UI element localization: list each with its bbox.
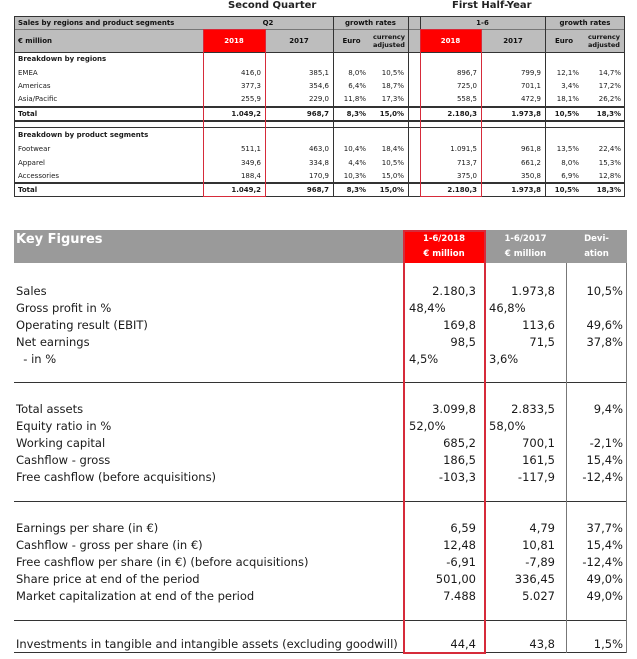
row-label: Operating result (EBIT) (16, 318, 148, 332)
key-figures-table (14, 230, 627, 655)
value-deviation: 15,4% (586, 453, 623, 467)
value-2018: 12,48 (443, 538, 476, 552)
cell-h1-euro: 8,0% (561, 158, 579, 167)
row-label: EMEA (18, 68, 38, 77)
table-border (14, 196, 625, 197)
section-divider (14, 501, 627, 502)
section-label: Breakdown by product segments (18, 131, 149, 139)
key-figure-row (14, 335, 627, 351)
cell-q2-euro: 8,3% (346, 109, 366, 118)
key-figure-row (14, 453, 627, 469)
row-label: Net earnings (16, 335, 90, 349)
cell-q2-2017: 354,6 (308, 81, 329, 90)
header-spacer (408, 16, 420, 29)
value-2017: 5.027 (522, 589, 555, 603)
cell-q2-euro: 8,3% (346, 185, 366, 194)
row-label: Sales (16, 284, 47, 298)
cell-q2-euro: 10,4% (343, 145, 366, 153)
value-2018: 44,4 (450, 637, 476, 651)
section-header-segments (14, 128, 625, 142)
value-2018: 3.099,8 (432, 402, 476, 416)
cell-q2-euro: 11,8% (343, 95, 366, 103)
cell-h1-2018: 2.180,3 (447, 185, 477, 194)
table-border (14, 106, 625, 108)
value-2018: 2.180,3 (432, 284, 476, 298)
table-bottom-border (14, 652, 627, 653)
value-2018: -103,3 (438, 470, 476, 484)
cell-q2-curr: 17,3% (381, 95, 404, 103)
header-q2-euro: Euro (333, 29, 370, 52)
value-2018: -6,91 (446, 555, 476, 569)
column-header-period: 1-6/2017 (504, 234, 547, 245)
value-2017: 58,0% (489, 419, 526, 433)
cell-q2-euro: 6,4% (348, 81, 366, 90)
key-figure-row (14, 436, 627, 452)
cell-h1-2018: 725,0 (456, 81, 477, 90)
value-deviation: 15,4% (586, 538, 623, 552)
cell-q2-euro: 8,0% (348, 68, 366, 77)
value-deviation: 49,0% (586, 589, 623, 603)
table-border (14, 16, 625, 17)
header-h1-growth: growth rates (545, 16, 625, 29)
key-figure-row (14, 352, 627, 368)
row-label: Cashflow - gross (16, 453, 111, 467)
row-label: Working capital (16, 436, 106, 450)
value-2017: 336,45 (514, 572, 555, 586)
cell-q2-2017: 229,0 (308, 95, 329, 103)
row-label: Gross profit in % (16, 301, 112, 315)
cell-h1-2017: 701,1 (520, 81, 541, 90)
column-divider (566, 263, 567, 653)
cell-h1-2017: 799,9 (520, 68, 541, 77)
row-label: Footwear (18, 145, 51, 153)
row-label: Americas (18, 81, 51, 90)
value-deviation: 49,0% (586, 572, 623, 586)
table-total-row (14, 107, 625, 120)
cell-h1-euro: 13,5% (556, 145, 579, 153)
cell-h1-curr: 18,3% (596, 185, 621, 194)
value-2017: 71,5 (529, 335, 555, 349)
cell-h1-2017: 961,8 (520, 145, 541, 153)
cell-q2-2018: 349,6 (240, 158, 261, 167)
value-2017: 4,79 (529, 521, 555, 535)
key-figure-row (14, 470, 627, 486)
cell-h1-curr: 17,2% (598, 81, 621, 90)
value-2017: 161,5 (522, 453, 555, 467)
cell-h1-curr: 15,3% (598, 158, 621, 167)
cell-h1-2017: 1.973,8 (511, 185, 541, 194)
header-h1-2018: 2018 (420, 29, 481, 52)
column-header-deviation (566, 230, 627, 263)
table-row (14, 156, 625, 169)
table-border (14, 52, 625, 53)
cell-h1-2017: 661,2 (520, 158, 541, 167)
cell-q2-curr: 18,4% (381, 145, 404, 153)
row-label: Total (18, 109, 38, 118)
section-header-regions (14, 52, 625, 66)
cell-q2-2018: 255,9 (240, 95, 261, 103)
value-2018: 186,5 (443, 453, 476, 467)
cell-q2-curr: 15,0% (379, 185, 404, 194)
column-divider (420, 16, 421, 197)
table-row (14, 79, 625, 92)
cell-q2-2018: 1.049,2 (231, 109, 261, 118)
value-2018: 501,00 (435, 572, 476, 586)
row-label: Cashflow - gross per share (in €) (16, 538, 203, 552)
cell-q2-2017: 463,0 (308, 145, 329, 153)
key-figure-row (14, 301, 627, 317)
value-2017: 10,81 (522, 538, 555, 552)
column-header-deviation-line2: ation (584, 248, 609, 259)
column-header-period: 1-6/2018 (422, 234, 466, 245)
value-2018: 98,5 (450, 335, 476, 349)
row-label: - in % (16, 352, 57, 366)
value-deviation: -2,1% (589, 436, 623, 450)
column-divider (481, 29, 482, 197)
cell-q2-2017: 385,1 (308, 68, 329, 77)
cell-h1-2018: 1.091,5 (450, 145, 477, 153)
header-q2-growth: growth rates (333, 16, 408, 29)
cell-h1-2018: 375,0 (456, 171, 477, 180)
header-h1-euro: Euro (545, 29, 583, 52)
value-deviation: 9,4% (593, 402, 623, 416)
key-figure-row (14, 572, 627, 588)
cell-h1-euro: 12,1% (556, 68, 579, 77)
column-header-2017 (485, 230, 566, 263)
value-2018: 48,4% (409, 301, 446, 315)
table-border (14, 182, 625, 184)
value-2017: 46,8% (489, 301, 526, 315)
key-figures-header (14, 230, 627, 263)
cell-q2-2017: 968,7 (306, 185, 329, 194)
cell-h1-euro: 10,5% (554, 109, 579, 118)
table-row (14, 142, 625, 156)
key-figure-row (14, 521, 627, 537)
value-2018: 7.488 (443, 589, 476, 603)
table-total-row (14, 183, 625, 196)
cell-q2-2018: 188,4 (240, 171, 261, 180)
table-row (14, 169, 625, 182)
cell-h1-curr: 14,7% (598, 68, 621, 77)
value-deviation: 37,8% (586, 335, 623, 349)
cell-q2-curr: 18,7% (381, 81, 404, 90)
row-label: Share price at end of the period (16, 572, 200, 586)
value-2018: 685,2 (443, 436, 476, 450)
header-q2: Q2 (203, 16, 333, 29)
value-2018: 4,5% (409, 352, 439, 366)
header-q2-2018: 2018 (203, 29, 265, 52)
cell-q2-2017: 968,7 (306, 109, 329, 118)
value-2018: 169,8 (443, 318, 476, 332)
table-row (14, 66, 625, 79)
cell-q2-curr: 15,0% (379, 109, 404, 118)
cell-h1-euro: 3,4% (561, 81, 579, 90)
value-2017: 113,6 (522, 318, 555, 332)
key-figure-row (14, 318, 627, 334)
sales-by-region-table (14, 16, 625, 196)
cell-h1-2018: 896,7 (456, 68, 477, 77)
cell-h1-curr: 22,4% (598, 145, 621, 153)
table-border (624, 16, 625, 197)
value-2017: -7,89 (525, 555, 555, 569)
column-header-deviation-line1: Devi- (584, 234, 609, 245)
cell-h1-2017: 1.973,8 (511, 109, 541, 118)
cell-h1-2017: 350,8 (520, 171, 541, 180)
key-figure-row (14, 589, 627, 605)
header-h1-currency-adjusted: currency adjusted (583, 29, 625, 52)
row-label: Free cashflow (before acquisitions) (16, 470, 217, 484)
row-label: Free cashflow per share (in €) (before acquisitions) (16, 555, 309, 569)
cell-q2-2018: 377,3 (240, 81, 261, 90)
row-label: Investments in tangible and intangible assets (excluding goodwill) (16, 637, 398, 651)
row-label: Total assets (16, 402, 84, 416)
cell-q2-2017: 170,9 (308, 171, 329, 180)
cell-h1-curr: 12,8% (598, 171, 621, 180)
header-h1-2017: 2017 (481, 29, 545, 52)
row-label: Earnings per share (in €) (16, 521, 159, 535)
section-label: Breakdown by regions (18, 55, 107, 63)
column-header-2018 (403, 230, 485, 263)
section-divider (14, 620, 627, 621)
value-deviation: 49,6% (586, 318, 623, 332)
key-figure-row (14, 284, 627, 300)
cell-h1-2017: 472,9 (520, 95, 541, 103)
key-figure-row (14, 555, 627, 571)
column-header-unit: € million (423, 248, 465, 259)
table-row (14, 92, 625, 106)
cell-q2-curr: 10,5% (381, 68, 404, 77)
value-deviation: 1,5% (593, 637, 623, 651)
header-spacer (408, 29, 420, 52)
key-figure-row (14, 419, 627, 435)
value-2017: 1.973,8 (511, 284, 555, 298)
value-deviation: 37,7% (586, 521, 623, 535)
header-label: Sales by regions and product segments (14, 16, 203, 29)
cell-q2-euro: 10,3% (343, 171, 366, 180)
table-border (14, 29, 625, 30)
cell-q2-2018: 1.049,2 (231, 185, 261, 194)
cell-q2-curr: 15,0% (381, 171, 404, 180)
row-label: Asia/Pacific (18, 95, 58, 103)
section-title-first-half-year: First Half-Year (452, 0, 532, 11)
value-2018: 52,0% (409, 419, 446, 433)
cell-q2-2018: 511,1 (240, 145, 261, 153)
cell-h1-euro: 18,1% (556, 95, 579, 103)
cell-q2-2017: 334,8 (308, 158, 329, 167)
cell-h1-2018: 713,7 (456, 158, 477, 167)
header-h1: 1-6 (420, 16, 545, 29)
cell-h1-euro: 10,5% (554, 185, 579, 194)
column-divider (333, 16, 334, 197)
header-q2-2017: 2017 (265, 29, 333, 52)
value-2017: -117,9 (517, 470, 555, 484)
table-border (14, 120, 625, 122)
cell-q2-curr: 10,5% (381, 158, 404, 167)
value-2018: 6,59 (450, 521, 476, 535)
column-divider (545, 16, 546, 197)
column-divider (408, 16, 409, 197)
cell-h1-euro: 6,9% (561, 171, 579, 180)
value-deviation: -12,4% (582, 555, 623, 569)
cell-h1-curr: 18,3% (596, 109, 621, 118)
section-title-second-quarter: Second Quarter (228, 0, 317, 11)
row-label: Market capitalization at end of the period (16, 589, 255, 603)
column-divider (626, 263, 627, 653)
value-2017: 43,8 (529, 637, 555, 651)
value-2017: 2.833,5 (511, 402, 555, 416)
row-label: Accessories (18, 171, 60, 180)
cell-h1-2018: 2.180,3 (447, 109, 477, 118)
table-header-row-2 (14, 29, 625, 52)
key-figure-row (14, 538, 627, 554)
value-2017: 700,1 (522, 436, 555, 450)
row-label: Equity ratio in % (16, 419, 112, 433)
table-border (14, 127, 625, 128)
column-header-unit: € million (504, 248, 547, 259)
value-2017: 3,6% (489, 352, 519, 366)
value-deviation: -12,4% (582, 470, 623, 484)
cell-q2-2018: 416,0 (240, 68, 261, 77)
cell-q2-euro: 4,4% (348, 158, 366, 167)
header-q2-currency-adjusted: currency adjusted (370, 29, 408, 52)
cell-h1-curr: 26,2% (598, 95, 621, 103)
cell-h1-2018: 558,5 (456, 95, 477, 103)
column-divider (265, 29, 266, 197)
key-figure-row (14, 637, 627, 653)
value-deviation: 10,5% (586, 284, 623, 298)
table-border (14, 16, 15, 197)
key-figure-row (14, 402, 627, 418)
table-header-row-1 (14, 16, 625, 29)
row-label: Apparel (18, 158, 45, 167)
key-figures-title: Key Figures (16, 232, 103, 247)
header-unit: € million (14, 29, 203, 52)
row-label: Total (18, 185, 38, 194)
section-divider (14, 382, 627, 383)
